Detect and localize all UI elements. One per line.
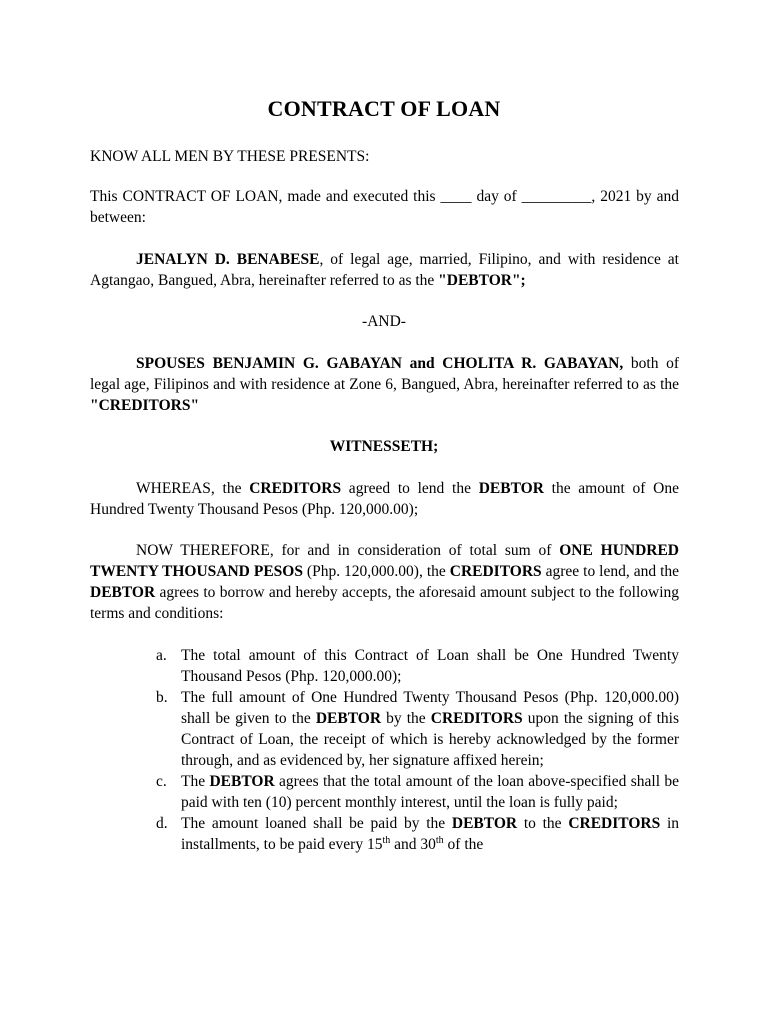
nt-text-2: (Php. 120,000.00), the	[302, 563, 450, 580]
term-b-marker: b.	[156, 689, 168, 706]
now-therefore-paragraph	[90, 540, 679, 624]
term-b-text-2: by the	[381, 710, 431, 727]
term-d-creditors: CREDITORS	[568, 815, 661, 832]
term-d-text-3: in installments, to be paid every 15	[181, 815, 680, 853]
term-a-text: The total amount of this Contract of Loan shall be One Hundred Twenty Thousand Pesos (Php. 120,000.00);	[181, 647, 679, 685]
terms-list	[156, 645, 679, 855]
term-d-marker: d.	[156, 815, 168, 832]
debtor-role: "DEBTOR";	[438, 272, 526, 289]
creditor-name-2: CHOLITA R. GABAYAN,	[442, 355, 624, 372]
term-b-creditors: CREDITORS	[430, 710, 523, 727]
term-c-text-2: agrees that the total amount of the loan above-specified shall be paid with ten (10) percent monthly interest, until the loan is fully paid;	[181, 773, 679, 811]
term-d-sup-2: th	[435, 834, 444, 846]
whereas-text-2: agreed to lend the	[341, 480, 479, 497]
term-b-text-1: The full amount of One Hundred Twenty Thousand Pesos (Php. 120,000.00) shall be given to the	[181, 689, 679, 727]
creditor-name-1: SPOUSES BENJAMIN G. GABAYAN	[136, 355, 402, 372]
whereas-text-1: WHEREAS, the	[136, 480, 250, 497]
term-d-text-1: The amount loaned shall be paid by the	[181, 815, 452, 832]
creditor-joiner: and	[401, 355, 443, 372]
and-separator: -AND-	[362, 313, 406, 330]
nt-text-3: agree to lend, and the	[541, 563, 680, 580]
debtor-paragraph	[90, 249, 679, 291]
term-c	[156, 771, 679, 813]
whereas-debtor: DEBTOR	[478, 480, 544, 497]
creditors-role: "CREDITORS"	[90, 397, 200, 414]
preamble: KNOW ALL MEN BY THESE PRESENTS:	[90, 148, 370, 165]
term-d-text-5: of the	[443, 836, 484, 853]
creditors-paragraph	[90, 353, 679, 416]
nt-debtor: DEBTOR	[90, 584, 156, 601]
whereas-paragraph	[90, 478, 679, 520]
term-d-text-4: and 30	[390, 836, 436, 853]
term-d	[156, 813, 679, 855]
term-c-debtor: DEBTOR	[209, 773, 275, 790]
term-d-sup-1: th	[382, 834, 391, 846]
whereas-text-3: the amount of One Hundred Twenty Thousand Pesos (Php. 120,000.00);	[90, 480, 679, 518]
nt-creditors: CREDITORS	[449, 563, 542, 580]
debtor-name: JENALYN D. BENABESE	[136, 251, 320, 268]
debtor-text: , of legal age, married, Filipino, and with residence at Agtangao, Bangued, Abra, hereinafter referred to as the	[90, 251, 679, 289]
term-a	[156, 645, 679, 687]
witnesseth-heading: WITNESSETH;	[329, 438, 439, 455]
creditors-text: both of legal age, Filipinos and with residence at Zone 6, Bangued, Abra, hereinafter referred to as the	[90, 355, 680, 393]
document-title: CONTRACT OF LOAN	[267, 96, 501, 121]
term-b	[156, 687, 679, 771]
term-b-text-3: upon the signing of this Contract of Loan, the receipt of which is hereby acknowledged by the former through, and as evidenced by, her signature affixed herein;	[181, 710, 680, 769]
nt-text-1: NOW THEREFORE, for and in consideration of total sum of	[136, 542, 560, 559]
term-d-text-2: to the	[517, 815, 569, 832]
term-d-debtor: DEBTOR	[451, 815, 518, 832]
term-a-marker: a.	[156, 647, 167, 664]
nt-amount-words: ONE HUNDRED TWENTY THOUSAND PESOS	[90, 542, 679, 580]
term-b-debtor: DEBTOR	[315, 710, 382, 727]
term-c-text-1: The	[181, 773, 210, 790]
nt-text-4: agrees to borrow and hereby accepts, the aforesaid amount subject to the following terms and conditions:	[90, 584, 679, 622]
whereas-creditors: CREDITORS	[249, 480, 342, 497]
intro-paragraph: This CONTRACT OF LOAN, made and executed this ____ day of _________, 2021 by and between:	[90, 188, 679, 226]
term-c-marker: c.	[156, 773, 167, 790]
